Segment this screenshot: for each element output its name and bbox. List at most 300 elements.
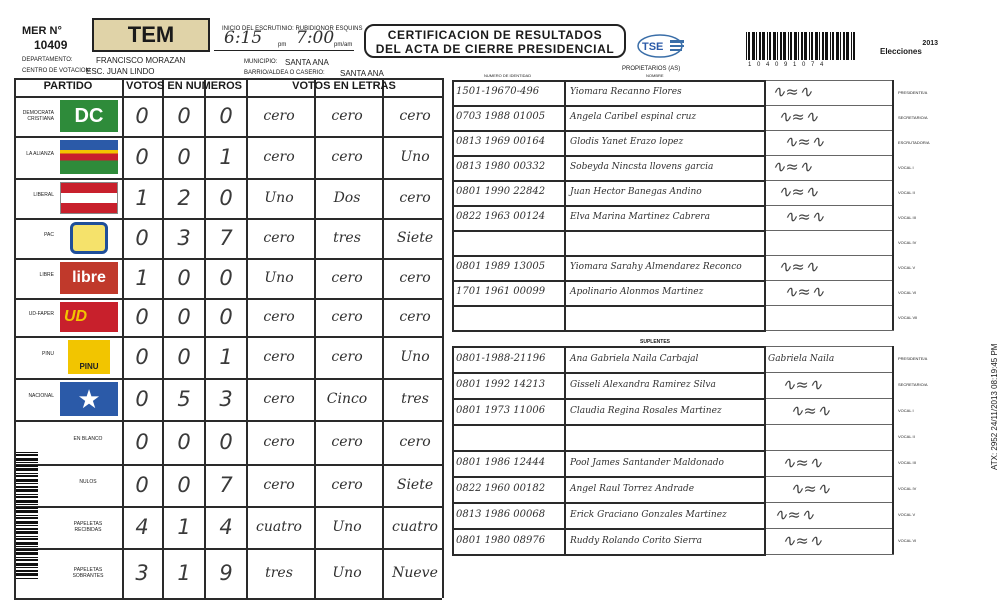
signature: ∿≈∿ <box>782 375 823 394</box>
grid-hline <box>452 130 766 132</box>
barcode-bar <box>16 479 38 482</box>
suplente-role: VOCAL V <box>898 512 916 517</box>
grid-hline <box>14 178 442 180</box>
barcode-bar <box>16 475 38 477</box>
member-id: 0801 1989 13005 <box>456 261 546 272</box>
signature: ∿≈∿ <box>784 132 825 151</box>
time-start: 6:15 <box>224 28 263 48</box>
barcode-bar <box>16 549 38 551</box>
grid-hline <box>766 450 894 451</box>
vote-digit: 0 <box>135 104 149 128</box>
member-id: 1701 1961 00099 <box>456 286 546 297</box>
identidad-header: NUMERO DE IDENTIDAD <box>484 73 532 78</box>
grid-hline <box>14 336 442 338</box>
suplente-name: Angel Raul Torrez Andrade <box>570 484 695 494</box>
barcode-bar <box>801 32 803 60</box>
barcode-bar <box>16 515 38 516</box>
pac-shield-icon <box>70 222 108 254</box>
grid-hline <box>452 80 766 82</box>
party-name-label: PAPELETAS RECIBIDAS <box>73 521 103 533</box>
vote-word: cero <box>331 477 363 493</box>
member-id: 0703 1988 01005 <box>456 111 546 122</box>
pmam-label: pm/am <box>334 42 353 48</box>
grid-hline <box>14 598 442 600</box>
grid-hline <box>14 548 442 550</box>
vote-digit: 0 <box>219 186 233 210</box>
signature: ∿≈∿ <box>778 107 819 126</box>
barcode-bar <box>756 32 757 60</box>
grid-hline <box>452 502 766 504</box>
vote-digit: 0 <box>135 345 149 369</box>
suplente-name: Erick Graciano Gonzales Martinez <box>570 510 727 520</box>
municipio-label: MUNICIPIO: <box>244 59 278 65</box>
col-partido-header: PARTIDO <box>43 80 93 92</box>
barcode-bar <box>769 32 771 60</box>
barcode-bar <box>16 546 38 547</box>
grid-hline <box>452 155 766 157</box>
vote-word: cero <box>331 309 363 325</box>
cert-line-1: CERTIFICACION DE RESULTADOS <box>387 28 603 42</box>
vote-word: Uno <box>264 270 294 286</box>
barrio-value: SANTA ANA <box>340 69 384 78</box>
member-id: 1501-19670-496 <box>456 86 540 97</box>
tse-text: TSE <box>642 41 664 53</box>
grid-hline <box>766 205 894 206</box>
vote-digit: 0 <box>219 305 233 329</box>
barcode-bar <box>16 496 38 498</box>
barcode-bar <box>804 32 807 60</box>
suplente-name: Gisseli Alexandra Ramirez Silva <box>570 380 716 390</box>
barcode-bar <box>16 489 38 492</box>
vote-digit: 3 <box>177 226 191 250</box>
signature: ∿≈∿ <box>784 207 825 226</box>
vote-digit: 4 <box>135 515 149 539</box>
grid-hline <box>14 464 442 466</box>
time-label: INICIO DEL ESCRUTINIO: RUBIDIONOR ESQUINS <box>222 26 363 32</box>
barcode-top <box>746 32 858 60</box>
member-name: Yiomara Recanno Flores <box>570 87 682 97</box>
grid-hline <box>766 372 894 373</box>
barcode-bar <box>16 462 38 463</box>
members-table <box>452 80 894 598</box>
suplente-id: 0822 1960 00182 <box>456 483 546 494</box>
mer-number: 10409 <box>34 38 68 52</box>
time-underline <box>214 50 354 51</box>
barcode-bar <box>822 32 824 60</box>
signature: ∿≈∿ <box>782 531 823 550</box>
col-letras-header: VOTOS EN LETRAS <box>292 80 396 92</box>
vote-digit: 0 <box>135 145 149 169</box>
vote-word: cero <box>399 270 431 286</box>
barcode-bar <box>759 32 761 60</box>
barcode-bar <box>832 32 834 60</box>
party-name-label: LA ALIANZA <box>26 151 54 157</box>
signature: ∿≈∿ <box>778 257 819 276</box>
barcode-bar <box>846 32 849 60</box>
member-id: 0801 1990 22842 <box>456 186 546 197</box>
vote-digit: 3 <box>135 561 149 585</box>
vote-digit: 0 <box>135 473 149 497</box>
vote-word: cero <box>399 108 431 124</box>
barcode-bar <box>16 483 38 484</box>
vote-digit: 0 <box>177 345 191 369</box>
pm-label: pm <box>278 42 287 48</box>
barcode-bar <box>783 32 786 60</box>
signature: ∿≈∿ <box>784 282 825 301</box>
vote-word: tres <box>265 565 293 581</box>
timestamp-text: ATX: 2952 24/11/2013 08:19:45 PM <box>990 343 999 470</box>
grid-hline <box>766 280 894 281</box>
barcode-bar <box>819 32 820 60</box>
ud-logo: UD <box>60 302 118 332</box>
grid-hline <box>452 346 766 348</box>
vote-word: cero <box>331 270 363 286</box>
vote-word: cero <box>263 391 295 407</box>
grid-hline <box>766 528 894 529</box>
vote-digit: 7 <box>219 473 233 497</box>
member-role: VOCAL II <box>898 190 915 195</box>
grid-hline <box>14 258 442 260</box>
suplente-name: Ruddy Rolando Corito Sierra <box>570 536 703 546</box>
centro-label: CENTRO DE VOTACION: <box>22 68 92 74</box>
suplente-name: Ana Gabriela Naila Carbajal <box>570 354 699 364</box>
grid-hline <box>452 230 766 232</box>
barcode-bar <box>16 570 38 572</box>
barcode-bar <box>798 32 799 60</box>
vote-digit: 7 <box>219 226 233 250</box>
barcode-bar <box>16 454 38 456</box>
time-end: 7:00 <box>296 28 335 48</box>
vote-word: cero <box>399 190 431 206</box>
departamento-value: FRANCISCO MORAZAN <box>96 56 186 65</box>
grid-hline <box>452 180 766 182</box>
signature: ∿≈∿ <box>774 505 815 524</box>
vote-word: cero <box>263 477 295 493</box>
barcode-bar <box>16 517 38 519</box>
barcode-bar <box>853 32 855 60</box>
suplente-extra: Gabriela Naila <box>768 354 835 364</box>
member-name: Elva Marina Martinez Cabrera <box>570 212 710 222</box>
vote-word: cero <box>399 434 431 450</box>
grid-hline <box>14 420 442 422</box>
vote-word: cero <box>331 149 363 165</box>
nombre-label: NOMBRE <box>646 73 664 78</box>
vote-word: cero <box>331 349 363 365</box>
grid-hline <box>452 205 766 207</box>
grid-hline <box>452 280 766 282</box>
party-name-label: NULOS <box>79 479 97 485</box>
barcode-bar <box>16 468 38 471</box>
grid-hline <box>14 218 442 220</box>
vote-digit: 2 <box>177 186 191 210</box>
alianza-flag-icon <box>60 140 118 174</box>
barcode-bar <box>16 500 38 503</box>
barcode-bar <box>16 473 38 474</box>
vote-word: cuatro <box>392 519 438 535</box>
party-name-label: LIBRE <box>39 272 54 278</box>
vote-digit: 0 <box>135 387 149 411</box>
barcode-bar <box>830 32 831 60</box>
grid-hline <box>766 502 894 503</box>
vote-word: cero <box>263 349 295 365</box>
barcode-bar <box>16 573 38 576</box>
barcode-bar <box>16 510 38 513</box>
vote-digit: 1 <box>135 266 149 290</box>
vote-word: cero <box>263 434 295 450</box>
grid-hline <box>766 180 894 181</box>
libre-logo: libre <box>60 262 118 294</box>
vote-digit: 0 <box>135 305 149 329</box>
barcode-bar <box>777 32 778 60</box>
barcode-bar <box>752 32 755 60</box>
member-id: 0822 1963 00124 <box>456 211 546 222</box>
grid-hline <box>452 398 766 400</box>
suplente-id: 0801 1992 14213 <box>456 379 546 390</box>
grid-vline <box>764 80 766 330</box>
grid-hline <box>452 450 766 452</box>
barcode-bar <box>16 552 38 555</box>
member-name: Angela Caribel espinal cruz <box>570 112 697 122</box>
suplente-role: VOCAL I <box>898 408 914 413</box>
grid-hline <box>766 346 894 347</box>
grid-vline <box>892 80 894 330</box>
member-name: Sobeyda Nincsta llovens garcia <box>570 162 714 172</box>
member-role: SECRETARIO/A <box>898 115 928 120</box>
barcode-bar <box>16 486 38 488</box>
barcode-bar <box>16 507 38 509</box>
municipio-value: SANTA ANA <box>285 58 329 67</box>
vote-word: Siete <box>396 230 434 246</box>
vote-word: cero <box>331 434 363 450</box>
vote-word: Nueve <box>392 565 438 581</box>
barcode-bar <box>843 32 845 60</box>
signature: ∿≈∿ <box>778 182 819 201</box>
vote-digit: 1 <box>219 145 233 169</box>
grid-hline <box>766 554 894 555</box>
certification-title <box>364 24 626 58</box>
elecciones-year: 2013 <box>922 40 938 47</box>
member-name: Apolinario Alonmos Martinez <box>570 287 704 297</box>
suplente-role: VOCAL III <box>898 460 916 465</box>
vote-word: Uno <box>400 149 430 165</box>
vote-digit: 0 <box>177 266 191 290</box>
party-name-label: LIBERAL <box>33 192 54 198</box>
barcode-bar <box>16 494 38 495</box>
suplente-name: Claudia Regina Rosales Martinez <box>570 406 722 416</box>
vote-word: tres <box>401 391 429 407</box>
barrio-label: BARRIO/ALDEA O CASERIO: <box>244 70 325 76</box>
barcode-bar <box>811 32 813 60</box>
departamento-label: DEPARTAMENTO: <box>22 57 73 63</box>
vote-digit: 0 <box>135 226 149 250</box>
party-name-label: NACIONAL <box>28 393 54 399</box>
member-role: PRESIDENTE/A <box>898 90 928 95</box>
barcode-bar <box>16 557 38 558</box>
suplente-role: VOCAL IV <box>898 486 917 491</box>
vote-word: cero <box>331 108 363 124</box>
vote-digit: 0 <box>177 145 191 169</box>
barcode-bar <box>16 567 38 568</box>
barcode-bar <box>809 32 810 60</box>
grid-hline <box>452 305 766 307</box>
suplente-name: Pool James Santander Maldonado <box>570 458 724 468</box>
vote-word: tres <box>333 230 361 246</box>
barcode-bar <box>825 32 828 60</box>
vote-digit: 5 <box>177 387 191 411</box>
grid-hline <box>452 372 766 374</box>
vote-digit: 0 <box>177 305 191 329</box>
vote-word: Siete <box>396 477 434 493</box>
barcode-bar <box>16 563 38 566</box>
barcode-bar <box>773 32 776 60</box>
barcode-bar <box>788 32 789 60</box>
suplente-id: 0801-1988-21196 <box>456 353 546 364</box>
elecciones-text: Elecciones <box>880 47 922 56</box>
party-name-label: EN BLANCO <box>73 436 103 442</box>
member-name: Juan Hector Banegas Andino <box>570 187 702 197</box>
suplente-role: PRESIDENTE/A <box>898 356 928 361</box>
suplentes-label: SUPLENTES <box>640 339 671 345</box>
grid-hline <box>766 105 894 106</box>
barcode-bar <box>16 458 38 461</box>
vote-digit: 1 <box>219 345 233 369</box>
liberal-flag-icon <box>60 182 118 214</box>
member-id: 0813 1980 00332 <box>456 161 546 172</box>
grid-hline <box>766 80 894 81</box>
grid-hline <box>452 476 766 478</box>
vote-digit: 0 <box>177 473 191 497</box>
barcode-bar <box>780 32 782 60</box>
barcode-bar <box>790 32 792 60</box>
barcode-bar <box>16 542 38 545</box>
barcode-bar <box>762 32 765 60</box>
grid-hline <box>14 136 442 138</box>
barcode-bar <box>16 559 38 561</box>
suplente-role: SECRETARIO/A <box>898 382 928 387</box>
barcode-number: 1 0 4 0 9 1 0 7 4 <box>748 62 826 68</box>
col-numeros-header: VOTOS EN NUMEROS <box>126 80 242 92</box>
member-role: VOCAL III <box>898 215 916 220</box>
grid-vline <box>764 346 766 554</box>
grid-hline <box>452 528 766 530</box>
barcode-bar <box>794 32 797 60</box>
vote-digit: 1 <box>135 186 149 210</box>
barcode-bar <box>16 452 38 453</box>
barcode-bar <box>851 32 852 60</box>
suplente-role: VOCAL VI <box>898 538 917 543</box>
grid-hline <box>766 476 894 477</box>
grid-hline <box>766 155 894 156</box>
vote-digit: 1 <box>177 561 191 585</box>
vote-digit: 0 <box>219 430 233 454</box>
pinu-logo: PINU <box>68 340 110 374</box>
member-id: 0813 1969 00164 <box>456 136 546 147</box>
barcode-bar <box>16 525 38 526</box>
vote-word: cero <box>263 230 295 246</box>
vote-word: Uno <box>332 565 362 581</box>
grid-vline <box>892 346 894 554</box>
vote-word: cero <box>263 309 295 325</box>
member-role: ESCRUTADOR/A <box>898 140 930 145</box>
barcode-bar <box>16 504 38 505</box>
barcode-bar <box>767 32 768 60</box>
grid-hline <box>766 230 894 231</box>
member-name: Glodis Yanet Erazo lopez <box>570 137 684 147</box>
nacional-star-icon: ★ <box>60 382 118 416</box>
signature: ∿≈∿ <box>790 479 831 498</box>
tse-logo <box>636 32 688 60</box>
vote-word: Uno <box>332 519 362 535</box>
vote-digit: 0 <box>219 104 233 128</box>
grid-hline <box>766 305 894 306</box>
grid-hline <box>14 298 442 300</box>
suplente-role: VOCAL II <box>898 434 915 439</box>
grid-hline <box>766 130 894 131</box>
vote-digit: 9 <box>219 561 233 585</box>
party-name-label: PAPELETAS SOBRANTES <box>72 567 104 579</box>
centro-value: ESC. JUAN LINDO <box>86 67 155 76</box>
vote-word: cero <box>263 149 295 165</box>
member-role: VOCAL V <box>898 265 916 270</box>
barcode-bar <box>16 538 38 540</box>
elecciones-logo <box>880 40 938 68</box>
grid-hline <box>14 378 442 380</box>
signature: ∿≈∿ <box>782 453 823 472</box>
vote-digit: 1 <box>177 515 191 539</box>
barcode-bar <box>16 578 38 579</box>
member-role: VOCAL VII <box>898 315 918 320</box>
barcode-bar <box>16 531 38 534</box>
barcode-bar <box>815 32 818 60</box>
vote-digit: 0 <box>177 104 191 128</box>
vote-word: cuatro <box>256 519 302 535</box>
vote-word: cero <box>263 108 295 124</box>
grid-hline <box>452 424 766 426</box>
member-role: VOCAL VI <box>898 290 917 295</box>
grid-hline <box>766 330 894 331</box>
grid-hline <box>452 105 766 107</box>
grid-hline <box>452 330 766 332</box>
barcode-bar <box>748 32 750 60</box>
grid-hline <box>766 424 894 425</box>
barcode-bar <box>16 465 38 467</box>
vote-word: Uno <box>400 349 430 365</box>
party-name-label: DEMOCRATA CRISTIANA <box>22 110 54 122</box>
propietarios-label: PROPIETARIOS (AS) <box>622 66 681 72</box>
cert-line-2: DEL ACTA DE CIERRE PRESIDENCIAL <box>375 42 615 56</box>
grid-vline <box>564 80 566 330</box>
signature: ∿≈∿ <box>772 82 813 101</box>
grid-vline <box>452 80 454 330</box>
grid-vline <box>452 346 454 554</box>
grid-vline <box>564 346 566 554</box>
side-barcode <box>16 452 38 582</box>
grid-hline <box>766 398 894 399</box>
suplente-id: 0813 1986 00068 <box>456 509 546 520</box>
dc-logo: DC <box>60 100 118 132</box>
barcode-bar <box>840 32 841 60</box>
grid-hline <box>14 506 442 508</box>
tem-box: TEM <box>92 18 210 52</box>
barcode-bar <box>16 528 38 530</box>
mer-label: MER N° <box>22 25 62 37</box>
party-name-label: UD-FAPER <box>28 311 54 317</box>
barcode-bar <box>836 32 839 60</box>
party-name-label: PAC <box>44 232 54 238</box>
signature: ∿≈∿ <box>790 401 831 420</box>
vote-digit: 0 <box>177 430 191 454</box>
vote-digit: 3 <box>219 387 233 411</box>
